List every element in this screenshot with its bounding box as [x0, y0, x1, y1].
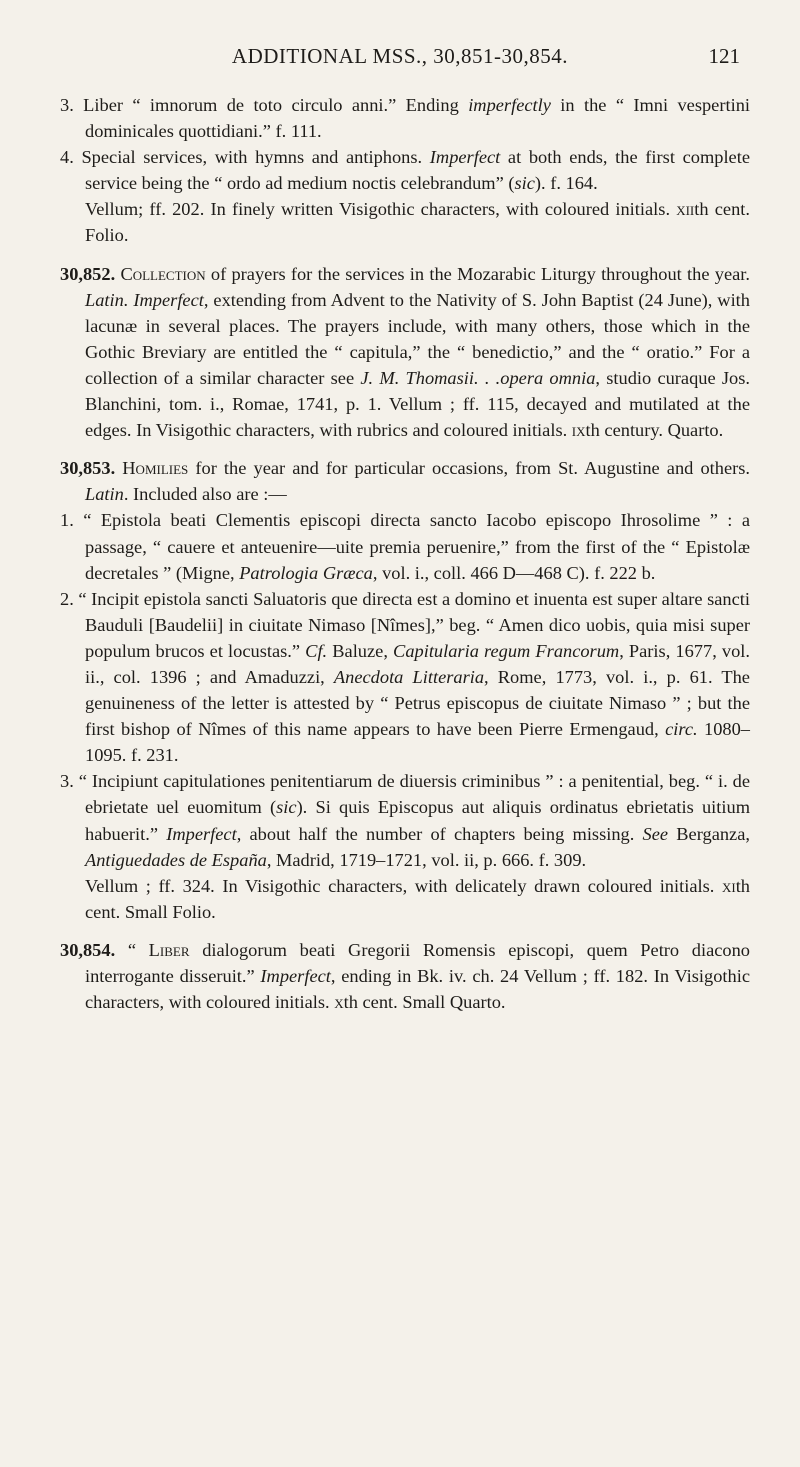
catalogue-entry [60, 261, 750, 444]
page-header [0, 44, 800, 74]
catalogue-entry [60, 92, 750, 249]
catalogue-body [60, 92, 750, 1015]
entry-item: 1. “ Epistola beati Clementis episcopi directa sancto Iacobo episcopo Ihrosolime ” : a passage, “ cauere et anteuenire—uite premia peruenire,” from the first of the “ Epistolæ decretales ” (Migne, Patrologia Græca, vol. i., coll. 466 D—468 C). f. 222 b. [60, 510, 750, 583]
catalogue-entry [60, 937, 750, 1015]
page-number: 121 [708, 44, 740, 68]
catalogue-entry [60, 455, 750, 925]
entry-heading: 30,853. Homilies for the year and for particular occasions, from St. Augustine and others. Latin. Included also are :— [60, 458, 750, 505]
entry-item: 4. Special services, with hymns and antiphons. Imperfect at both ends, the first complete service being the “ ordo ad medium noctis celebrandum” (sic). f. 164. [60, 147, 750, 194]
entry-item: 3. Liber “ imnorum de toto circulo anni.” Ending imperfectly in the “ Imni vespertini dominicales quottidiani.” f. 111. [60, 95, 750, 142]
running-title: ADDITIONAL MSS., 30,851-30,854. [231, 44, 569, 68]
entry-heading: 30,852. Collection of prayers for the services in the Mozarabic Liturgy throughout the year. Latin. Imperfect, extending from Advent to the Nativity of S. John Baptist (24 June), with lacunæ in several places. The prayers include, with many others, those which in the Gothic Breviary are entitled the “ capitula,” the “ benedictio,” and the “ oratio.” For a collection of a similar character see J. M. Thomasii. . .opera omnia, studio curaque Jos. Blanchini, tom. i., Romae, 1741, p. 1. Vellum ; ff. 115, decayed and mutilated at the edges. In Visigothic characters, with rubrics and coloured initials. ixth century. Quarto. [60, 263, 750, 441]
entry-heading: 30,854. “ Liber dialogorum beati Gregorii Romensis episcopi, quem Petro diacono interrogante disseruit.” Imperfect, ending in Bk. iv. ch. 24 Vellum ; ff. 182. In Visigothic characters, with coloured initials. xth cent. Small Quarto. [60, 939, 751, 1013]
entry-item: 3. “ Incipiunt capitulationes penitentiarum de diuersis criminibus ” : a penitential, beg. “ i. de ebrietate uel euomitum (sic). Si quis Episcopus aut aliquis ordinatus ebrietatis uitium habuerit.” Imperfect, about half the number of chapters being missing. See Berganza, Antiguedades de España, Madrid, 1719–1721, vol. ii, p. 666. f. 309. [60, 771, 750, 870]
entry-description: Vellum; ff. 202. In finely written Visigothic characters, with coloured initials. xiith cent. Folio. [85, 199, 750, 246]
entry-description: Vellum ; ff. 324. In Visigothic characters, with delicately drawn coloured initials. xith cent. Small Folio. [85, 875, 750, 922]
entry-item: 2. “ Incipit epistola sancti Saluatoris que directa est a domino et inuenta est super altare sancti Bauduli [Baudelii] in ciuitate Nimaso [Nîmes],” beg. “ Amen dico uobis, quia misi super populum brucos et locustas.” Cf. Baluze, Capitularia regum Francorum, Paris, 1677, vol. ii., col. 1396 ; and Amaduzzi, Anecdota Litteraria, Rome, 1773, vol. i., p. 61. The genuineness of the letter is attested by “ Petrus episcopus de ciuitate Nimaso ” ; but the first bishop of Nîmes of this name appears to have been Pierre Ermengaud, circ. 1080–1095. f. 231. [60, 588, 751, 766]
